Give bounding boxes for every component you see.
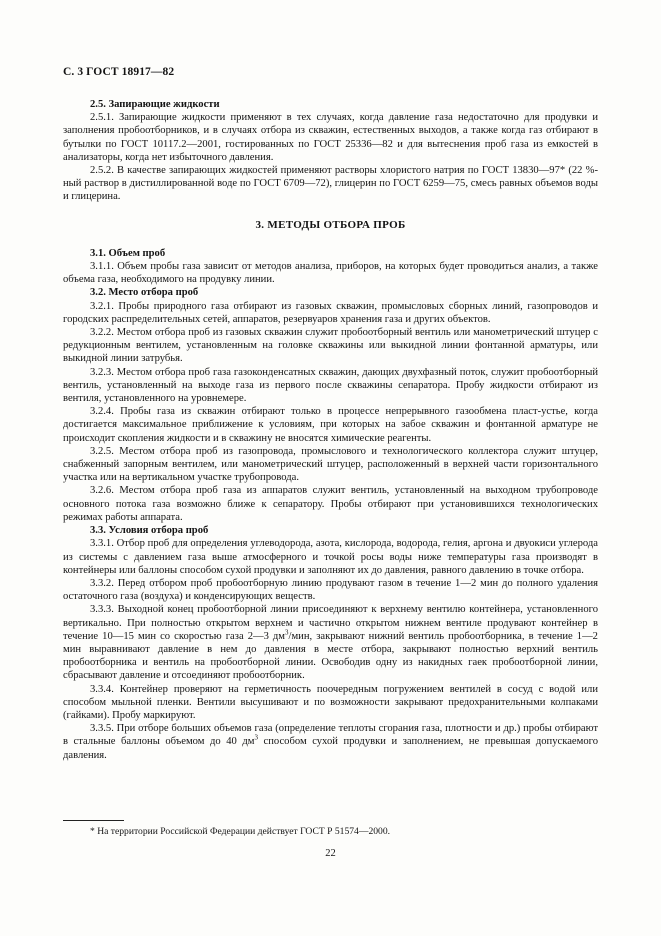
paragraph-3-3-4: 3.3.4. Контейнер проверяют на герметичность поочередным погружением вентилей в сосуд с водой или способом мыльной пленки. Вентили высушивают и по возможности закрывают предохранительными колпаками (гайками). Пробу маркируют.: [63, 683, 598, 721]
paragraph-3-3-3-part-b: /мин, закрывают нижний вентиль пробоотборника, в течение 1—2 мин выравнивают давление в нем до давления в месте отбора, закрывают полностью верхний вентиль пробоотборника и вентиль на пробоотборной линии. Освободив одну из накидных гаек пробоотборной линии, сбрасывают давление и отсоединяют пробоотборник.: [63, 630, 598, 682]
paragraph-2-5-1: 2.5.1. Запирающие жидкости применяют в тех случаях, когда давление газа недостаточно для продувки и заполнения пробоотборников, и в случаях отбора из скважин, естественных выходов, а также когда газ отбирают в бутылки по ГОСТ 10117.2—2001, гостированных по ГОСТ 25336—82 и для вытеснения проб газа из емкостей в анализаторы, когда нет избыточного давления.: [63, 112, 598, 163]
footnote: * На территории Российской Федерации действует ГОСТ Р 51574—2000.: [90, 826, 391, 837]
page-number: 22: [325, 848, 336, 859]
section-3-2-title: 3.2. Место отбора проб: [90, 287, 199, 299]
paragraph-3-2-5: 3.2.5. Местом отбора проб из газопровода, промыслового и технологического коллектора служит штуцер, снабженный запорным вентилем, или манометрический штуцер, расположенный в верхней части горизонтального участка или на вертикальном участке трубопровода.: [63, 445, 598, 484]
superscript-cubic: 3: [254, 733, 258, 742]
paragraph-3-3-5: [63, 722, 598, 762]
superscript-cubic: 3: [285, 628, 289, 637]
paragraph-3-3-5-part-b: способом сухой продувки и заполнением, не превышая допускаемого давления.: [63, 736, 598, 761]
paragraph-2-5-2: 2.5.2. В качестве запирающих жидкостей применяют растворы хлористого натрия по ГОСТ 13830—97* (22 %-ный раствор в дистиллированной воде по ГОСТ 6709—72), глицерин по ГОСТ 6259—75, смесь равных объемов воды и глицерина.: [63, 165, 598, 203]
footnote-divider: [63, 820, 124, 821]
page-header: С. 3 ГОСТ 18917—82: [63, 66, 175, 78]
paragraph-3-2-1: 3.2.1. Пробы природного газа отбирают из газовых скважин, промысловых сборных линий, газопроводов и городских распределительных сетей, аппаратов, резервуаров хранения газа и других объектов.: [63, 300, 598, 325]
paragraph-3-3-5-part-a: 3.3.5. При отборе больших объемов газа (определение теплоты сгорания газа, плотности и др.) пробы отбирают в стальные баллоны объемом до 40 дм: [63, 723, 598, 748]
document-body: [63, 98, 598, 762]
paragraph-3-3-2: 3.3.2. Перед отбором проб пробоотборную линию продувают газом в течение 1—2 мин до полного удаления остаточного газа (воздуха) и конденсирующих веществ.: [63, 577, 598, 603]
paragraph-3-3-3-part-a: 3.3.3. Выходной конец пробоотборной линии присоединяют к верхнему вентилю контейнера, установленного вертикально. При полностью открытом верхнем и частично открытом нижнем вентиле продувают контейнер в течение 10—15 мин со скоростью газа 2—3 дм: [63, 604, 598, 642]
paragraph-3-3-3: [63, 603, 598, 682]
paragraph-3-2-3: 3.2.3. Местом отбора проб газа газоконденсатных скважин, дающих двухфазный поток, служит пробоотборный вентиль, установленный на выходе газа из первого после скважины сепаратора. Пробу жидкости отбирают из вентиля, установленного на уровнемере.: [63, 366, 598, 405]
paragraph-3-1-1: 3.1.1. Объем пробы газа зависит от методов анализа, приборов, на которых будет проводиться анализ, а также объема газа, необходимого на продувку линии.: [63, 261, 598, 286]
paragraph-3-2-4: 3.2.4. Пробы газа из скважин отбирают только в процессе непрерывного газообмена пласт-устье, когда достигается максимальное приближение к условиям, при которых на забое скважин и фонтанной арматуре не происходит скопления жидкости и в скважину не вносятся химические реагенты.: [63, 406, 598, 444]
section-3-1-title: 3.1. Объем проб: [90, 247, 166, 259]
section-2-5-title: 2.5. Запирающие жидкости: [90, 99, 220, 110]
paragraph-3-2-2: 3.2.2. Местом отбора проб из газовых скважин служит пробоотборный вентиль или манометрический штуцер с редукционным вентилем, установленным на головке скважины или выкидной линии фонтанной арматуры, или выкидной линии затрубья.: [63, 327, 598, 365]
paragraph-3-3-1: 3.3.1. Отбор проб для определения углеводорода, азота, кислорода, водорода, гелия, аргона и двуокиси углерода из системы с давлением газа выше атмосферного и точкой росы воды ниже температуры газа производят в контейнеры или баллоны способом сухой продувки и заполняют их до давления, равного давлению в точке отбора.: [63, 538, 598, 576]
paragraph-3-2-6: 3.2.6. Местом отбора проб газа из аппаратов служит вентиль, установленный на выходном трубопроводе основного потока газа возможно ближе к сепаратору. Пробы отбирают при установившихся технологических режимах работы аппарата.: [63, 485, 598, 523]
section-3-3-title: 3.3. Условия отбора проб: [90, 525, 209, 537]
chapter-3-title: 3. МЕТОДЫ ОТБОРА ПРОБ: [255, 218, 406, 231]
